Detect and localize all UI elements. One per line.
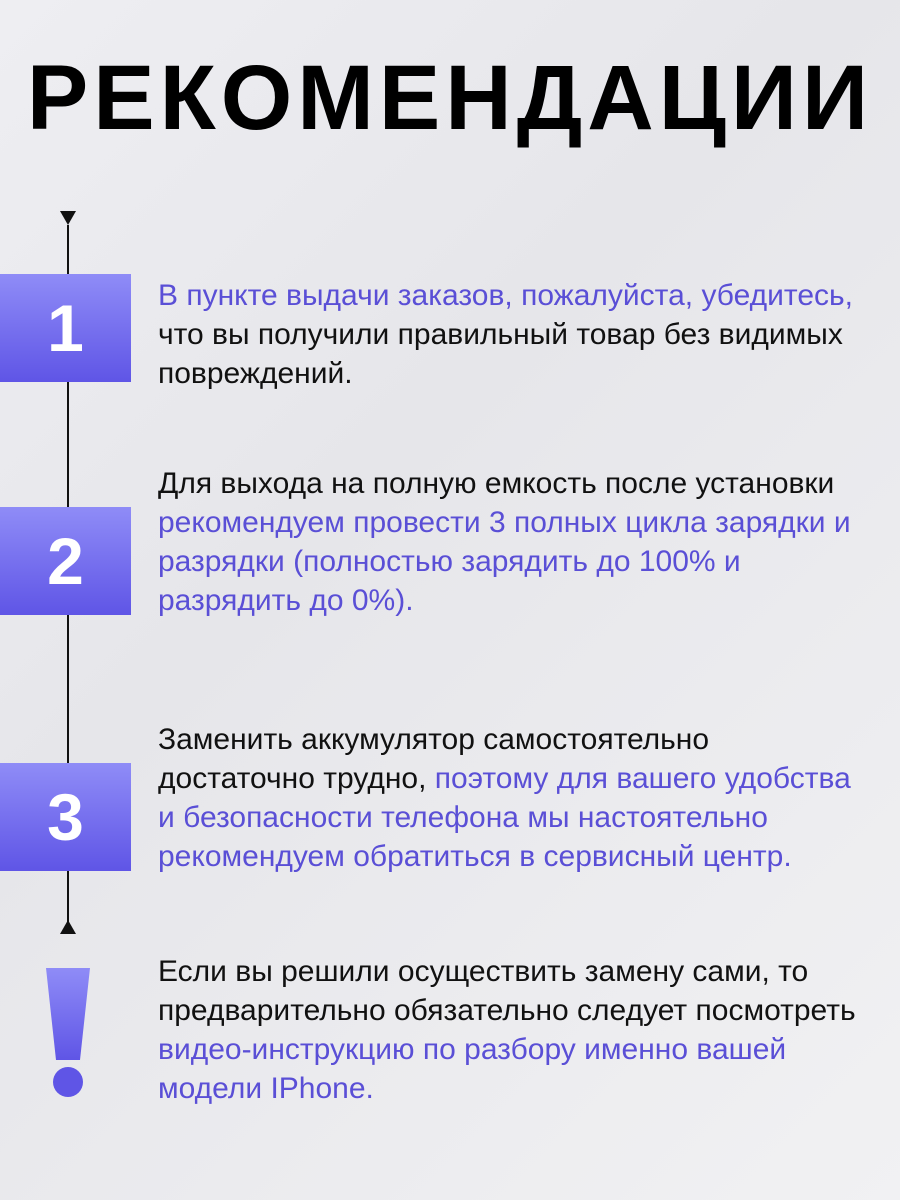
step-1-text-part: В пункте выдачи заказов, пожалуйста, убедитесь, bbox=[158, 279, 853, 312]
warning-text-part: видео-инструкцию по разбору именно вашей модели IPhone. bbox=[158, 1033, 787, 1105]
step-2-text-part: рекомендуем провести 3 полных цикла зарядки и разрядки (полностью зарядить до 100% и разрядить до 0%). bbox=[158, 506, 851, 617]
page-title: РЕКОМЕНДАЦИИ bbox=[26, 47, 874, 149]
step-3-text bbox=[158, 720, 858, 876]
timeline-arrow-up-icon bbox=[60, 920, 76, 934]
step-3-text-part: Заменить аккумулятор самостоятельно достаточно трудно, bbox=[158, 723, 710, 795]
warning-text bbox=[158, 952, 858, 1108]
step-2-text-part: Для выхода на полную емкость после установки bbox=[158, 467, 835, 500]
step-1-text-part: что вы получили правильный товар без видимых повреждений. bbox=[158, 318, 843, 390]
warning-text-part: Если вы решили осуществить замену сами, то предварительно обязательно следует посмотреть bbox=[158, 955, 856, 1027]
step-1-badge: 1 bbox=[0, 274, 131, 382]
step-2-badge: 2 bbox=[0, 507, 131, 615]
step-1-text bbox=[158, 276, 858, 393]
exclamation-icon bbox=[42, 968, 94, 1098]
step-3-badge: 3 bbox=[0, 763, 131, 871]
step-2-text bbox=[158, 464, 858, 620]
timeline-arrow-down-icon bbox=[60, 211, 76, 225]
step-3-text-part: поэтому для вашего удобства и безопасности телефона мы настоятельно рекомендуем обратиться в сервисный центр. bbox=[158, 762, 851, 873]
